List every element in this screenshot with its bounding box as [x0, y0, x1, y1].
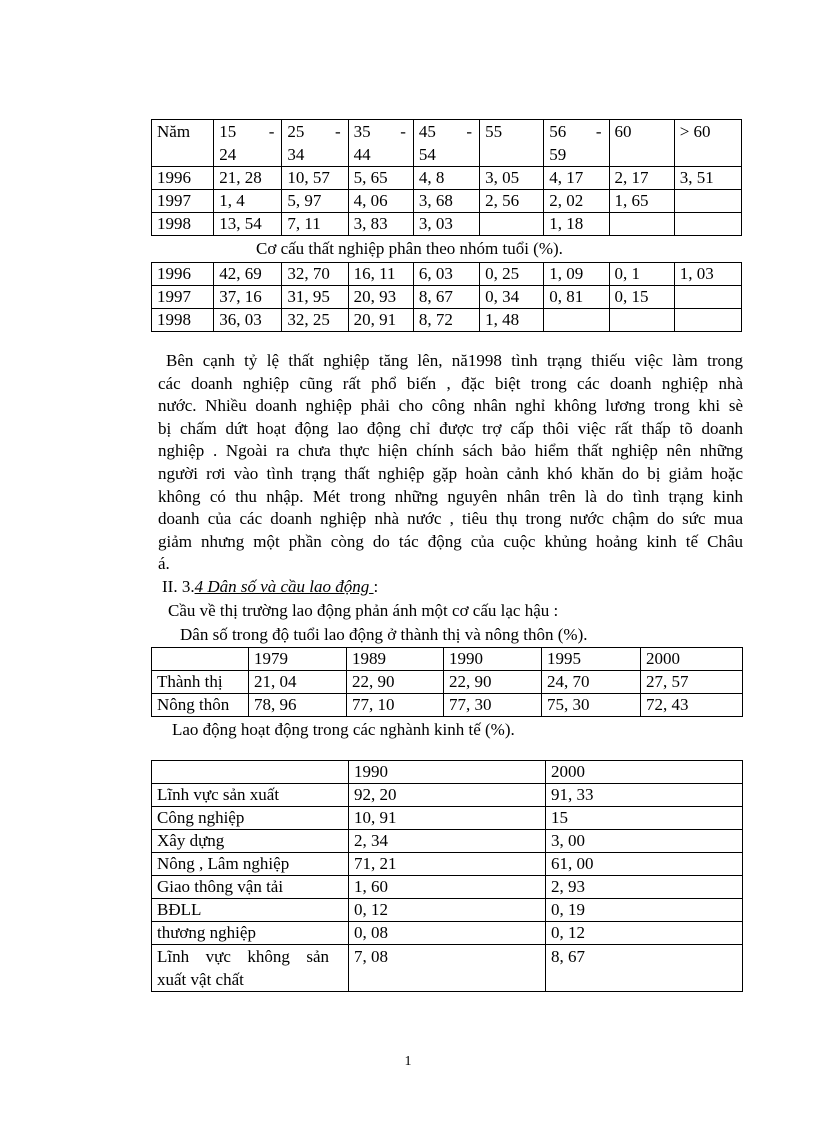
age-rate-row: [152, 190, 742, 213]
age-header-bottom: [157, 143, 208, 166]
table-cell: 0, 81: [544, 286, 609, 309]
age-header-bottom: 54: [418, 145, 436, 164]
table-cell: 4, 8: [413, 167, 479, 190]
table-cell: 42, 69: [214, 263, 282, 286]
table-cell: 20, 93: [348, 286, 413, 309]
table-cell: Xây dựng: [152, 830, 349, 853]
age-header-cell: [282, 120, 348, 167]
table-cell: [674, 309, 741, 332]
labor-last-label-line2: xuất vật chất: [157, 970, 244, 989]
table-cell: 1, 65: [609, 190, 674, 213]
table-cell: 15: [546, 807, 743, 830]
paragraph-line: doanh của các doanh nghiệp nhà nước , tiêu thụ trong nước chậm do sức mua: [158, 509, 743, 529]
table-cell: 1996: [152, 167, 214, 190]
age-header-cell: [544, 120, 609, 167]
table-cell: 3, 00: [546, 830, 743, 853]
table-cell: 10, 57: [282, 167, 348, 190]
section-prefix: II. 3.: [162, 577, 195, 596]
age-header-bottom: 24: [219, 145, 237, 164]
age-header-bottom: [680, 143, 736, 166]
table-cell: 77, 30: [444, 694, 542, 717]
table-cell: 7, 11: [282, 213, 348, 236]
labor-header-cell: 1990: [349, 761, 546, 784]
pop-header-cell: 1979: [249, 648, 347, 671]
labor-row: [152, 807, 743, 830]
age-header-row: [152, 120, 742, 167]
age-header-cell: [480, 120, 544, 167]
table-cell: 31, 95: [282, 286, 348, 309]
table-cell: 3, 05: [480, 167, 544, 190]
table-cell: 75, 30: [542, 694, 641, 717]
pop-row: [152, 694, 743, 717]
table-cell: 2, 93: [546, 876, 743, 899]
labor-last-label-line1: Lĩnh vực không sản: [157, 947, 330, 966]
labor-last-row: [152, 945, 743, 992]
age-header-top: Năm: [157, 122, 191, 141]
age-rate-row: [152, 213, 742, 236]
labor-table-caption: Lao động hoạt động trong các nghành kinh tế (%).: [172, 720, 515, 739]
table-cell: [674, 213, 741, 236]
table-cell: 32, 70: [282, 263, 348, 286]
labor-row: [152, 853, 743, 876]
paragraph-line: á.: [158, 554, 170, 574]
table-cell: 1998: [152, 309, 214, 332]
table-cell: 8, 67: [413, 286, 479, 309]
table-cell: 1, 60: [349, 876, 546, 899]
table-cell: 10, 91: [349, 807, 546, 830]
age-structure-table: [151, 262, 742, 332]
pop-header-cell: 1990: [444, 648, 542, 671]
age-header-cell: [609, 120, 674, 167]
labor-header-row: [152, 761, 743, 784]
table-cell: 4, 17: [544, 167, 609, 190]
table-cell: 1, 18: [544, 213, 609, 236]
age-header-dash: -: [466, 122, 473, 141]
table-cell: Nông thôn: [152, 694, 249, 717]
table-cell: 1, 03: [674, 263, 741, 286]
age-header-cell: [413, 120, 479, 167]
labor-last-label: [152, 945, 349, 992]
table-cell: 78, 96: [249, 694, 347, 717]
pop-header-cell: 2000: [641, 648, 743, 671]
table-cell: 6, 03: [413, 263, 479, 286]
table-cell: 21, 04: [249, 671, 347, 694]
table-cell: 22, 90: [347, 671, 444, 694]
pop-table-caption: Dân số trong độ tuổi lao động ở thành thị và nông thôn (%).: [180, 625, 588, 644]
table-cell: 24, 70: [542, 671, 641, 694]
table-cell: 92, 20: [349, 784, 546, 807]
age-header-top: 45: [418, 122, 436, 141]
age-header-top: 15: [219, 122, 237, 141]
age-group-table: [151, 119, 742, 236]
age-header-top: 25: [287, 122, 305, 141]
table-cell: [544, 309, 609, 332]
table-cell: 77, 10: [347, 694, 444, 717]
age-header-bottom: [485, 143, 538, 166]
body-paragraph: [158, 350, 743, 576]
intro-line: Cầu về thị trường lao động phản ánh một cơ cấu lạc hậu :: [168, 601, 559, 620]
paragraph-line: người rơi vào tình trạng thất nghiệp gặp hoàn cảnh khó khăn do bị giảm hoặc: [158, 463, 743, 483]
table-cell: 1, 48: [480, 309, 544, 332]
table-cell: 1997: [152, 286, 214, 309]
labor-row: [152, 899, 743, 922]
table-cell: 0, 25: [480, 263, 544, 286]
table-cell: 0, 19: [546, 899, 743, 922]
table-cell: 32, 25: [282, 309, 348, 332]
table-cell: 16, 11: [348, 263, 413, 286]
table-cell: 3, 51: [674, 167, 741, 190]
age-header-top: 60: [614, 122, 632, 141]
table-cell: 91, 33: [546, 784, 743, 807]
table-cell: 22, 90: [444, 671, 542, 694]
paragraph-line: giảm nhưng một phần còng do tác động của cuộc khủng hoảng kinh tế Châu: [158, 531, 743, 551]
table-cell: 2, 02: [544, 190, 609, 213]
age-structure-row: [152, 286, 742, 309]
table-cell: 1996: [152, 263, 214, 286]
table-cell: [609, 309, 674, 332]
age-header-dash: -: [268, 122, 275, 141]
pop-header-cell: 1989: [347, 648, 444, 671]
paragraph-line: các doanh nghiệp cũng rất phổ biến , đặc biệt trong các doanh nghiệp nhà: [158, 373, 743, 393]
page-number: 1: [404, 1054, 412, 1069]
table-cell: 2, 17: [609, 167, 674, 190]
table-cell: Nông , Lâm nghiệp: [152, 853, 349, 876]
table-cell: 5, 97: [282, 190, 348, 213]
table-cell: 0, 12: [349, 899, 546, 922]
section-heading: [162, 576, 378, 598]
table-cell: [480, 213, 544, 236]
table-cell: 0, 15: [609, 286, 674, 309]
table-cell: 20, 91: [348, 309, 413, 332]
table-cell: 37, 16: [214, 286, 282, 309]
table-cell: 1, 4: [214, 190, 282, 213]
pop-header-row: [152, 648, 743, 671]
table-cell: 36, 03: [214, 309, 282, 332]
table-cell: 0, 08: [349, 922, 546, 945]
age-header-bottom: 34: [287, 145, 305, 164]
table-cell: 1998: [152, 213, 214, 236]
labor-table: [151, 760, 743, 992]
paragraph-line: bị chấm dứt hoạt động lao động chỉ được trợ cấp thôi việc rất thấp tõ doanh: [158, 418, 743, 438]
section-title: 4 Dân số và cầu lao động: [194, 577, 374, 596]
table-cell: Công nghiệp: [152, 807, 349, 830]
paragraph-line: nước. Nhiều doanh nghiệp phải cho công nhân nghỉ không lương trong khi sè: [158, 396, 743, 416]
table-cell: 3, 68: [413, 190, 479, 213]
table-cell: thương nghiệp: [152, 922, 349, 945]
table-cell: 5, 65: [348, 167, 413, 190]
table-cell: 1997: [152, 190, 214, 213]
table-cell: Lĩnh vực sản xuất: [152, 784, 349, 807]
age-header-cell: [152, 120, 214, 167]
age-header-top: > 60: [679, 122, 711, 141]
table-cell: [609, 213, 674, 236]
table-cell: 13, 54: [214, 213, 282, 236]
paragraph-line: không có thu nhập. Mét trong những nguyên nhân trên là do tình trạng kinh: [158, 486, 743, 506]
age-header-bottom: 44: [353, 145, 371, 164]
table-cell: 3, 83: [348, 213, 413, 236]
age-structure-row: [152, 263, 742, 286]
table-cell: 0, 34: [480, 286, 544, 309]
age-header-cell: [348, 120, 413, 167]
paragraph-line: Bên cạnh tỷ lệ thất nghiệp tăng lên, nă1998 tình trạng thiếu việc làm trong: [166, 351, 743, 370]
table-cell: 21, 28: [214, 167, 282, 190]
labor-header-cell: 2000: [546, 761, 743, 784]
labor-row: [152, 922, 743, 945]
pop-header-cell: 1995: [542, 648, 641, 671]
table-cell: 2, 34: [349, 830, 546, 853]
labor-row: [152, 876, 743, 899]
age-table-caption: Cơ cấu thất nghiệp phân theo nhóm tuổi (%).: [256, 239, 563, 258]
table-cell: 61, 00: [546, 853, 743, 876]
age-header-bottom: 59: [549, 145, 567, 164]
age-header-cell: [214, 120, 282, 167]
table-cell: 72, 43: [641, 694, 743, 717]
labor-row: [152, 784, 743, 807]
table-cell: 71, 21: [349, 853, 546, 876]
table-cell: BĐLL: [152, 899, 349, 922]
age-structure-row: [152, 309, 742, 332]
table-cell: 2, 56: [480, 190, 544, 213]
age-header-dash: -: [334, 122, 341, 141]
table-cell: 8, 72: [413, 309, 479, 332]
labor-last-2000: 8, 67: [546, 945, 743, 992]
age-header-top: 35: [353, 122, 371, 141]
pop-row: [152, 671, 743, 694]
table-cell: [674, 286, 741, 309]
labor-last-1990: 7, 08: [349, 945, 546, 992]
pop-header-cell: [152, 648, 249, 671]
table-cell: 3, 03: [413, 213, 479, 236]
population-table: [151, 647, 743, 717]
labor-header-cell: [152, 761, 349, 784]
table-cell: 0, 12: [546, 922, 743, 945]
age-rate-row: [152, 167, 742, 190]
age-header-dash: -: [595, 122, 602, 141]
table-cell: 0, 1: [609, 263, 674, 286]
table-cell: 27, 57: [641, 671, 743, 694]
age-header-top: 56: [549, 122, 567, 141]
table-cell: [674, 190, 741, 213]
table-cell: Giao thông vận tải: [152, 876, 349, 899]
paragraph-line: nghiệp . Ngoài ra chưa thực hiện chính sách bảo hiểm thất nghiệp nên những: [158, 441, 743, 461]
table-cell: Thành thị: [152, 671, 249, 694]
table-cell: 4, 06: [348, 190, 413, 213]
age-header-dash: -: [400, 122, 406, 141]
age-header-top: 55: [485, 122, 503, 141]
labor-row: [152, 830, 743, 853]
section-suffix: :: [373, 577, 379, 596]
table-cell: 1, 09: [544, 263, 609, 286]
age-header-cell: [674, 120, 741, 167]
age-header-bottom: [615, 143, 669, 166]
